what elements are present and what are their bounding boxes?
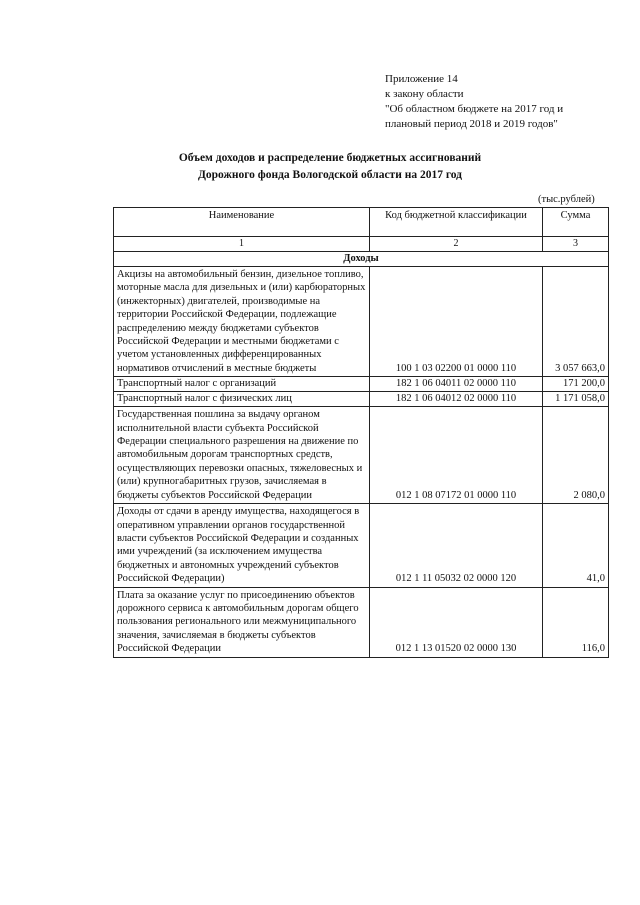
appendix-line: "Об областном бюджете на 2017 год и bbox=[385, 103, 564, 115]
table-row bbox=[114, 407, 609, 504]
row-sum: 3 057 663,0 bbox=[543, 267, 609, 377]
column-header: Сумма bbox=[543, 208, 609, 237]
row-name: Транспортный налог с организаций bbox=[114, 377, 370, 392]
row-sum: 116,0 bbox=[543, 587, 609, 657]
column-header: Наименование bbox=[114, 208, 370, 237]
row-name: Плата за оказание услуг по присоединению объектов дорожного сервиса к автомобильным дорогам общего пользования регионального или межмуниципального значения, зачисляемая в бюджеты субъектов Российской Федерации bbox=[114, 587, 370, 657]
table-header-row bbox=[114, 208, 609, 237]
row-code: 182 1 06 04012 02 0000 110 bbox=[370, 392, 543, 407]
document-title bbox=[110, 150, 550, 184]
row-code: 182 1 06 04011 02 0000 110 bbox=[370, 377, 543, 392]
section-title: Доходы bbox=[114, 252, 609, 267]
row-code: 012 1 13 01520 02 0000 130 bbox=[370, 587, 543, 657]
column-number: 1 bbox=[114, 237, 370, 252]
row-sum: 1 171 058,0 bbox=[543, 392, 609, 407]
appendix-line: Приложение 14 bbox=[385, 73, 458, 85]
title-line: Дорожного фонда Вологодской области на 2017 год bbox=[197, 169, 462, 181]
column-number-row bbox=[114, 237, 609, 252]
row-sum: 171 200,0 bbox=[543, 377, 609, 392]
row-code: 100 1 03 02200 01 0000 110 bbox=[370, 267, 543, 377]
table-row bbox=[114, 392, 609, 407]
appendix-line: к закону области bbox=[385, 88, 464, 100]
table-row bbox=[114, 504, 609, 587]
table-row bbox=[114, 587, 609, 657]
row-name: Акцизы на автомобильный бензин, дизельное топливо, моторные масла для дизельных и (или) карбюраторных (инжекторных) двигателей, производимые на территории Российской Федерации, подлежащие распределению между бюджетами субъектов Российской Федерации и местными бюджетами с учетом установленных дифференцированных нормативов отчислений в местные бюджеты bbox=[114, 267, 370, 377]
row-name: Транспортный налог с физических лиц bbox=[114, 392, 370, 407]
title-line: Объем доходов и распределение бюджетных ассигнований bbox=[178, 152, 482, 164]
row-sum: 2 080,0 bbox=[543, 407, 609, 504]
column-number: 2 bbox=[370, 237, 543, 252]
appendix-line: плановый период 2018 и 2019 годов" bbox=[385, 118, 558, 130]
table-row bbox=[114, 377, 609, 392]
units-label: (тыс.рублей) bbox=[538, 194, 595, 205]
table-row bbox=[114, 267, 609, 377]
column-number: 3 bbox=[543, 237, 609, 252]
section-row bbox=[114, 252, 609, 267]
budget-table bbox=[113, 207, 609, 658]
row-name: Доходы от сдачи в аренду имущества, находящегося в оперативном управлении органов государственной власти субъектов Российской Федерации и созданных ими учреждений (за исключением имущества бюджетных и автономных учреждений субъектов Российской Федерации) bbox=[114, 504, 370, 587]
row-sum: 41,0 bbox=[543, 504, 609, 587]
row-code: 012 1 08 07172 01 0000 110 bbox=[370, 407, 543, 504]
row-code: 012 1 11 05032 02 0000 120 bbox=[370, 504, 543, 587]
column-header: Код бюджетной классификации bbox=[370, 208, 543, 237]
row-name: Государственная пошлина за выдачу органом исполнительной власти субъекта Российской Федерации специального разрешения на движение по автомобильным дорогам транспортных средств, осуществляющих перевозки опасных, тяжеловесных и (или) крупногабаритных грузов, зачисляемая в бюджеты субъектов Российской Федерации bbox=[114, 407, 370, 504]
appendix-header bbox=[385, 72, 563, 132]
